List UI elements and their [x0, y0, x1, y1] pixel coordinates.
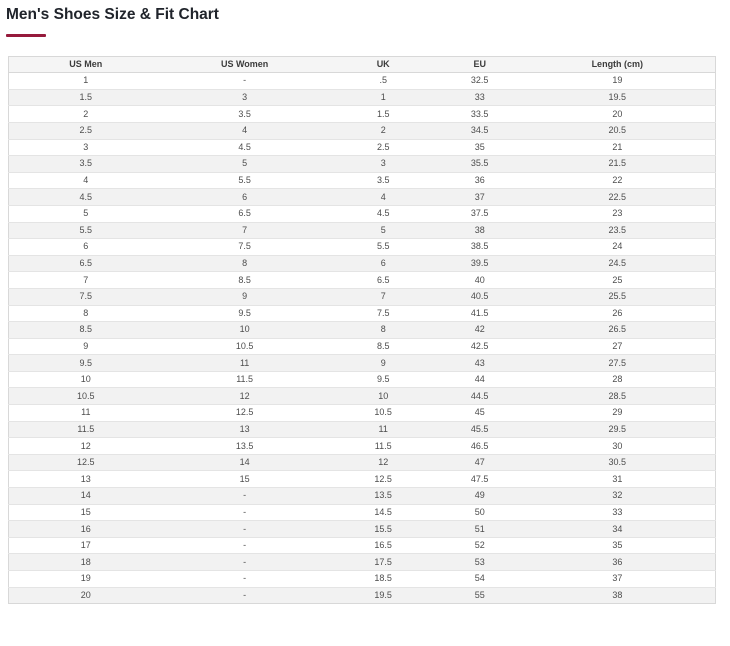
table-cell: 2.5: [9, 122, 163, 139]
table-cell: 44.5: [440, 388, 520, 405]
size-chart-table: [8, 56, 716, 605]
table-row: [9, 222, 716, 239]
table-cell: 21: [520, 139, 716, 156]
table-cell: 52: [440, 537, 520, 554]
table-cell: 6: [9, 239, 163, 256]
table-row: [9, 189, 716, 206]
table-row: [9, 122, 716, 139]
table-cell: 34.5: [440, 122, 520, 139]
table-cell: 26.5: [520, 322, 716, 339]
table-cell: 6.5: [327, 272, 440, 289]
table-row: [9, 106, 716, 123]
table-cell: 10: [9, 371, 163, 388]
table-cell: 32.5: [440, 73, 520, 90]
column-header-length-cm: Length (cm): [520, 56, 716, 73]
table-cell: 33: [440, 89, 520, 106]
table-cell: 3.5: [9, 156, 163, 173]
table-cell: 24: [520, 239, 716, 256]
table-cell: 13: [9, 471, 163, 488]
table-row: [9, 355, 716, 372]
table-cell: 47.5: [440, 471, 520, 488]
table-cell: 7: [9, 272, 163, 289]
table-cell: 20: [9, 587, 163, 604]
column-header-uk: UK: [327, 56, 440, 73]
table-cell: 5: [163, 156, 327, 173]
table-cell: 15: [163, 471, 327, 488]
table-cell: 22.5: [520, 189, 716, 206]
table-cell: 11.5: [327, 438, 440, 455]
table-cell: 2: [9, 106, 163, 123]
table-row: [9, 421, 716, 438]
table-row: [9, 438, 716, 455]
table-cell: 49: [440, 488, 520, 505]
table-cell: 12.5: [163, 405, 327, 422]
table-cell: 53: [440, 554, 520, 571]
table-body: [9, 73, 716, 604]
table-cell: -: [163, 537, 327, 554]
table-cell: 11: [9, 405, 163, 422]
table-cell: 14: [9, 488, 163, 505]
table-cell: -: [163, 73, 327, 90]
table-cell: 8.5: [9, 322, 163, 339]
table-cell: 16.5: [327, 537, 440, 554]
table-cell: 25.5: [520, 288, 716, 305]
table-cell: 19: [9, 571, 163, 588]
table-cell: 8: [327, 322, 440, 339]
table-cell: 36: [520, 554, 716, 571]
table-cell: 45: [440, 405, 520, 422]
table-cell: 9.5: [163, 305, 327, 322]
table-cell: 19: [520, 73, 716, 90]
table-cell: 15: [9, 504, 163, 521]
table-cell: 40.5: [440, 288, 520, 305]
table-cell: 10.5: [327, 405, 440, 422]
table-cell: 13: [163, 421, 327, 438]
table-cell: 11.5: [9, 421, 163, 438]
table-row: [9, 537, 716, 554]
table-cell: 11: [163, 355, 327, 372]
table-cell: 33.5: [440, 106, 520, 123]
table-cell: 10.5: [9, 388, 163, 405]
table-cell: 30: [520, 438, 716, 455]
table-cell: 10.5: [163, 338, 327, 355]
table-cell: -: [163, 521, 327, 538]
table-row: [9, 504, 716, 521]
table-cell: 8: [9, 305, 163, 322]
table-row: [9, 338, 716, 355]
table-cell: 4: [163, 122, 327, 139]
table-cell: 14: [163, 454, 327, 471]
table-cell: 11: [327, 421, 440, 438]
table-cell: 20: [520, 106, 716, 123]
table-cell: 11.5: [163, 371, 327, 388]
table-cell: 17: [9, 537, 163, 554]
table-cell: 14.5: [327, 504, 440, 521]
table-cell: 6: [163, 189, 327, 206]
table-cell: 29.5: [520, 421, 716, 438]
table-cell: 42.5: [440, 338, 520, 355]
table-row: [9, 521, 716, 538]
table-cell: 31: [520, 471, 716, 488]
table-cell: 4: [327, 189, 440, 206]
table-cell: 26: [520, 305, 716, 322]
table-cell: 5.5: [327, 239, 440, 256]
table-cell: 7.5: [327, 305, 440, 322]
table-cell: 29: [520, 405, 716, 422]
table-cell: 9: [163, 288, 327, 305]
table-cell: 27: [520, 338, 716, 355]
title-underline-accent: [6, 34, 46, 37]
table-cell: 12: [163, 388, 327, 405]
table-row: [9, 454, 716, 471]
table-row: [9, 272, 716, 289]
table-cell: 4.5: [327, 205, 440, 222]
table-cell: 37.5: [440, 205, 520, 222]
column-header-us-men: US Men: [9, 56, 163, 73]
table-cell: 34: [520, 521, 716, 538]
table-row: [9, 255, 716, 272]
table-cell: 18: [9, 554, 163, 571]
table-cell: 38.5: [440, 239, 520, 256]
table-row: [9, 554, 716, 571]
table-cell: 8: [163, 255, 327, 272]
table-row: [9, 288, 716, 305]
table-cell: 17.5: [327, 554, 440, 571]
table-cell: 35: [520, 537, 716, 554]
table-row: [9, 571, 716, 588]
table-cell: 55: [440, 587, 520, 604]
table-cell: 6.5: [9, 255, 163, 272]
table-cell: 45.5: [440, 421, 520, 438]
table-cell: 38: [520, 587, 716, 604]
table-cell: 51: [440, 521, 520, 538]
table-cell: 46.5: [440, 438, 520, 455]
table-cell: 5.5: [163, 172, 327, 189]
table-cell: 36: [440, 172, 520, 189]
table-cell: 7: [327, 288, 440, 305]
table-cell: 24.5: [520, 255, 716, 272]
table-cell: 5.5: [9, 222, 163, 239]
table-cell: 3: [163, 89, 327, 106]
table-row: [9, 488, 716, 505]
table-cell: 12.5: [9, 454, 163, 471]
table-cell: 15.5: [327, 521, 440, 538]
table-cell: 39.5: [440, 255, 520, 272]
table-cell: 33: [520, 504, 716, 521]
table-cell: .5: [327, 73, 440, 90]
table-row: [9, 156, 716, 173]
table-cell: 13.5: [163, 438, 327, 455]
table-cell: 13.5: [327, 488, 440, 505]
table-row: [9, 239, 716, 256]
table-cell: 23: [520, 205, 716, 222]
table-row: [9, 371, 716, 388]
table-cell: 7.5: [9, 288, 163, 305]
table-cell: -: [163, 554, 327, 571]
table-cell: 22: [520, 172, 716, 189]
table-row: [9, 139, 716, 156]
table-cell: 20.5: [520, 122, 716, 139]
table-row: [9, 305, 716, 322]
table-cell: 19.5: [520, 89, 716, 106]
table-row: [9, 89, 716, 106]
table-cell: 4.5: [163, 139, 327, 156]
table-cell: 2.5: [327, 139, 440, 156]
table-cell: 37: [440, 189, 520, 206]
table-cell: 38: [440, 222, 520, 239]
table-cell: -: [163, 571, 327, 588]
table-cell: 28.5: [520, 388, 716, 405]
table-cell: 12: [327, 454, 440, 471]
table-cell: 6.5: [163, 205, 327, 222]
table-cell: 50: [440, 504, 520, 521]
table-cell: 8.5: [163, 272, 327, 289]
table-cell: 3.5: [163, 106, 327, 123]
table-cell: 28: [520, 371, 716, 388]
table-cell: 37: [520, 571, 716, 588]
table-cell: 43: [440, 355, 520, 372]
table-cell: 1: [327, 89, 440, 106]
table-cell: 1.5: [327, 106, 440, 123]
table-cell: 10: [327, 388, 440, 405]
table-cell: 9.5: [9, 355, 163, 372]
table-cell: 12.5: [327, 471, 440, 488]
table-cell: 25: [520, 272, 716, 289]
table-cell: 54: [440, 571, 520, 588]
table-cell: 5: [327, 222, 440, 239]
table-row: [9, 73, 716, 90]
table-cell: 7.5: [163, 239, 327, 256]
table-cell: 7: [163, 222, 327, 239]
table-cell: 47: [440, 454, 520, 471]
table-row: [9, 388, 716, 405]
table-row: [9, 205, 716, 222]
table-cell: 4.5: [9, 189, 163, 206]
table-cell: 19.5: [327, 587, 440, 604]
table-cell: 3.5: [327, 172, 440, 189]
table-cell: 2: [327, 122, 440, 139]
table-cell: 23.5: [520, 222, 716, 239]
table-row: [9, 172, 716, 189]
table-cell: 44: [440, 371, 520, 388]
table-cell: 27.5: [520, 355, 716, 372]
table-cell: 9.5: [327, 371, 440, 388]
table-cell: 18.5: [327, 571, 440, 588]
table-cell: -: [163, 587, 327, 604]
column-header-us-women: US Women: [163, 56, 327, 73]
table-header-row: [9, 56, 716, 73]
table-row: [9, 471, 716, 488]
table-cell: 40: [440, 272, 520, 289]
column-header-eu: EU: [440, 56, 520, 73]
table-cell: 1: [9, 73, 163, 90]
table-cell: 32: [520, 488, 716, 505]
table-cell: 16: [9, 521, 163, 538]
table-cell: 3: [9, 139, 163, 156]
table-row: [9, 322, 716, 339]
table-cell: 35.5: [440, 156, 520, 173]
table-cell: 35: [440, 139, 520, 156]
page-title: Men's Shoes Size & Fit Chart: [6, 6, 219, 23]
table-cell: 12: [9, 438, 163, 455]
table-cell: 42: [440, 322, 520, 339]
table-cell: 1.5: [9, 89, 163, 106]
table-row: [9, 587, 716, 604]
table-cell: 21.5: [520, 156, 716, 173]
table-cell: 3: [327, 156, 440, 173]
table-cell: -: [163, 504, 327, 521]
table-cell: 30.5: [520, 454, 716, 471]
table-cell: 10: [163, 322, 327, 339]
table-row: [9, 405, 716, 422]
table-cell: 9: [327, 355, 440, 372]
table-cell: 5: [9, 205, 163, 222]
table-cell: -: [163, 488, 327, 505]
table-cell: 8.5: [327, 338, 440, 355]
table-cell: 41.5: [440, 305, 520, 322]
table-cell: 4: [9, 172, 163, 189]
table-cell: 6: [327, 255, 440, 272]
table-cell: 9: [9, 338, 163, 355]
